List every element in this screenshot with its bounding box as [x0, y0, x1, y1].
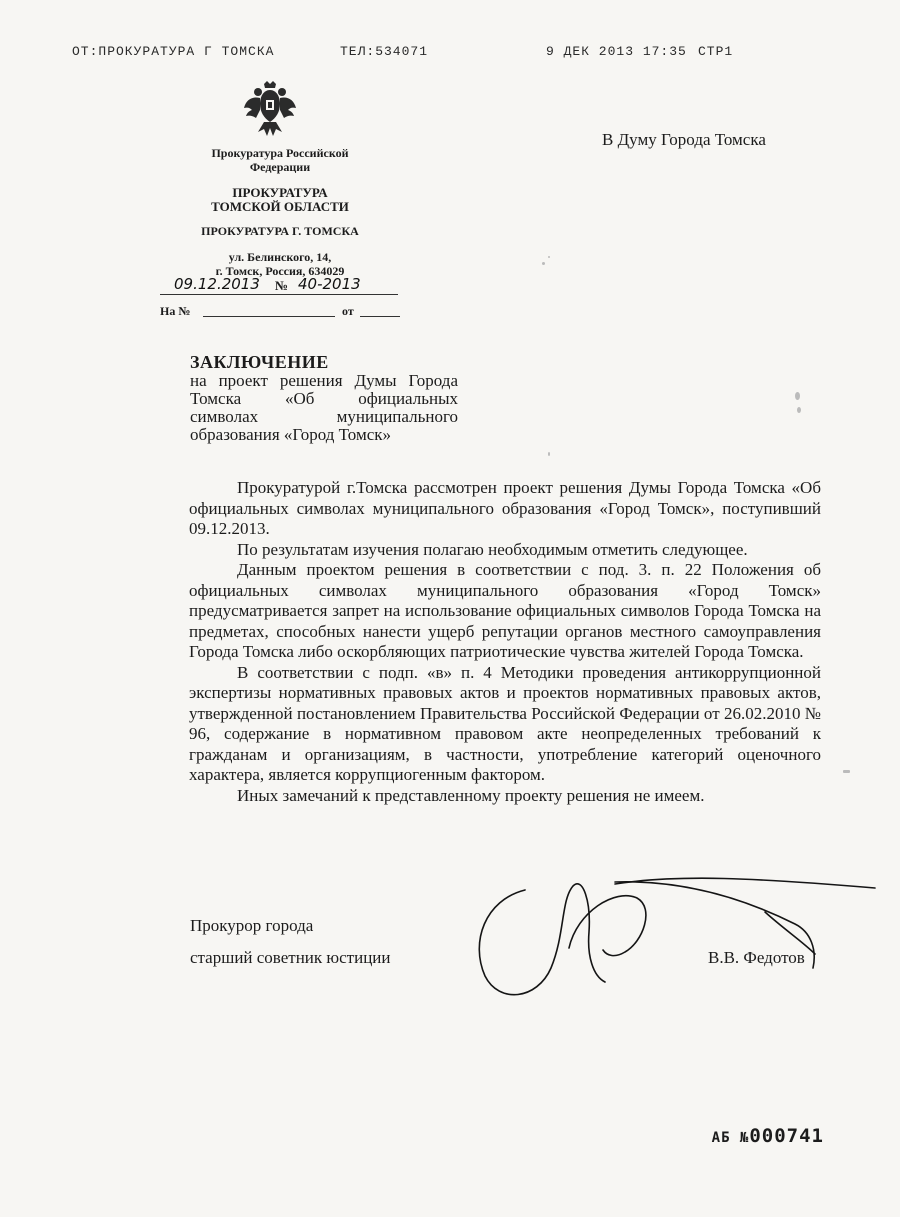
- registration-number: 40-2013: [298, 275, 361, 293]
- document-body: [189, 478, 821, 806]
- form-number: [712, 1125, 824, 1147]
- subject-line: на проект решения Думы Города: [190, 371, 458, 390]
- scan-speck: [548, 452, 550, 456]
- registration-underline: [160, 294, 398, 295]
- subject-line: символах муниципального: [190, 407, 458, 426]
- letterhead-address: ул. Белинского, 14, г. Томск, Россия, 634029: [215, 250, 345, 278]
- letterhead-region: ПРОКУРАТУРА ТОМСКОЙ ОБЛАСТИ: [211, 185, 349, 214]
- fax-datetime: 9 ДЕК 2013 17:35: [546, 44, 687, 59]
- reference-date-line: [360, 316, 400, 317]
- body-paragraph: Прокуратурой г.Томска рассмотрен проект решения Думы Города Томска «Об официальных символах муниципального образования «Город Томск», поступивший 09.12.2013.: [189, 478, 821, 538]
- form-serial: 000741: [749, 1125, 824, 1147]
- signer-position: Прокурор города: [190, 916, 314, 935]
- body-paragraph: По результатам изучения полагаю необходимым отметить следующее.: [237, 539, 748, 559]
- document-title: ЗАКЛЮЧЕНИЕ: [190, 352, 329, 372]
- body-paragraph: Данным проектом решения в соответствии с под. 3. п. 22 Положения об официальных символах муниципального образования «Город Томск» предусматривается запрет на использование официальных символов Города Томска на предметах, способных нанести ущерб репутации органов местного самоуправления Города Томска либо оскорбляющих патриотические чувства жителей Города Томска.: [189, 560, 821, 661]
- fax-phone: ТЕЛ:534071: [340, 44, 429, 59]
- scan-speck: [548, 256, 550, 258]
- body-paragraph: Иных замечаний к представленному проекту решения не имеем.: [237, 785, 705, 805]
- fax-sender: ОТ:ПРОКУРАТУРА Г ТОМСКА: [72, 44, 275, 59]
- subject-line: Томска «Об официальных: [190, 389, 458, 408]
- letterhead-org: Прокуратура Российской Федерации: [211, 146, 349, 174]
- scan-speck: [843, 770, 850, 773]
- subject-line: образования «Город Томск»: [190, 425, 392, 444]
- document-subject: [190, 372, 458, 444]
- reference-date-label: от: [342, 304, 354, 318]
- registration-date: 09.12.2013: [174, 275, 260, 293]
- letterhead-city: ПРОКУРАТУРА Г. ТОМСКА: [201, 224, 359, 238]
- handwritten-signature-icon: [465, 872, 885, 1012]
- registration-no-label: №: [275, 278, 289, 293]
- addressee: В Думу Города Томска: [602, 130, 766, 149]
- coat-of-arms-icon: [244, 80, 296, 138]
- scan-speck: [542, 262, 545, 265]
- scan-speck: [797, 407, 801, 413]
- fax-page: СТР1: [698, 44, 734, 59]
- scan-speck: [795, 392, 800, 400]
- reference-label: На №: [160, 304, 191, 318]
- reference-number-line: [203, 316, 335, 317]
- form-series: АБ №: [711, 1130, 750, 1146]
- signer-rank: старший советник юстиции: [190, 948, 391, 967]
- signer-name: В.В. Федотов: [708, 948, 805, 967]
- body-paragraph: В соответствии с подп. «в» п. 4 Методики проведения антикоррупционной экспертизы нормативных правовых актов и проектов нормативных правовых актов, утвержденной постановлением Правительства Российской Федерации от 26.02.2010 № 96, содержание в нормативном правовом акте неопределенных требований к гражданам и организациям, в частности, употребление категорий оценочного характера, является коррупциогенным фактором.: [189, 662, 821, 784]
